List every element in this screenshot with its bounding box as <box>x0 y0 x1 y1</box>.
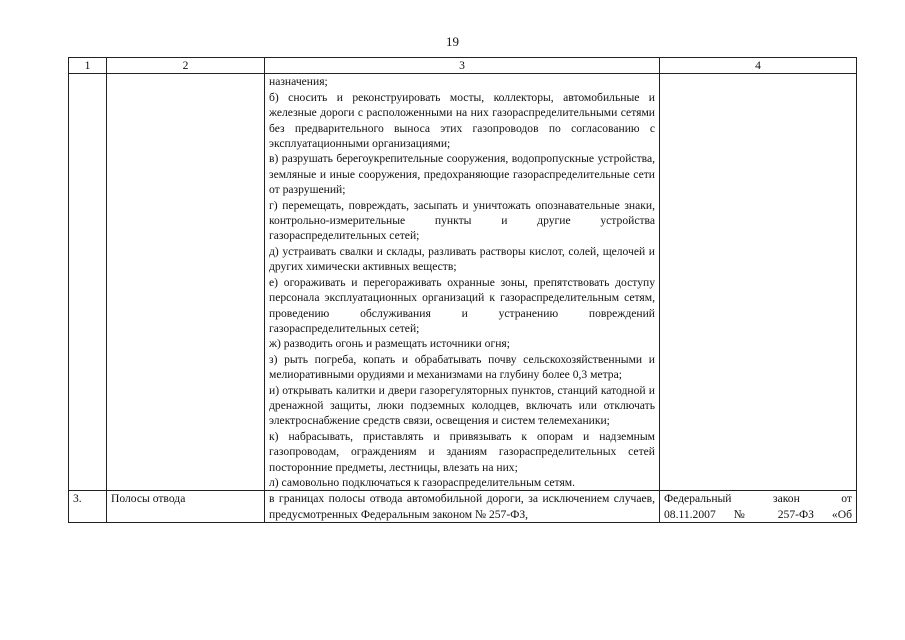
legal-basis-cell <box>660 74 857 491</box>
column-number-row <box>69 58 857 74</box>
restriction-item: ж) разводить огонь и размещать источники огня; <box>269 337 510 351</box>
column-number: 3 <box>265 58 660 74</box>
restriction-item: д) устраивать свалки и склады, разливать растворы кислот, солей, щелочей и других химически активных веществ; <box>269 244 655 274</box>
restriction-item: е) огораживать и перегораживать охранные зоны, препятствовать доступу персонала эксплуатационных организаций к газораспределительным сетям, проведению обслуживания и устранению повреждений газораспределительных сетей; <box>269 275 655 335</box>
restriction-item: в) разрушать берегоукрепительные сооружения, водопропускные устройства, земляные и иные сооружения, предохраняющие газораспределительные сети от разрушений; <box>269 152 655 197</box>
zone-name-cell <box>107 74 265 491</box>
legal-basis-line: Федеральный закон от <box>664 492 852 506</box>
restriction-item: в границах полосы отвода автомобильной дороги, за исключением случаев, предусмотренных Федеральным законом № 257-ФЗ, <box>269 492 655 521</box>
column-number: 4 <box>660 58 857 74</box>
restrictions-cell <box>265 491 660 523</box>
legal-basis-cell <box>660 491 857 523</box>
zones-table <box>68 57 857 523</box>
restriction-item: л) самовольно подключаться к газораспределительным сетям. <box>269 475 576 489</box>
row-number: 3. <box>69 491 107 523</box>
legal-basis-line: 08.11.2007 № 257-ФЗ «Об <box>664 507 852 521</box>
restriction-item: к) набрасывать, приставлять и привязывать к опорам и надземным газопроводам, ограждениям и зданиям газораспределительных сетей посторонние предметы, лестницы, влезать на них; <box>269 429 655 474</box>
column-number: 1 <box>69 58 107 74</box>
table-row <box>69 491 857 523</box>
restriction-item: з) рыть погреба, копать и обрабатывать почву сельскохозяйственными и мелиоративными орудиями и механизмами на глубину более 0,3 метра; <box>269 352 655 382</box>
column-number: 2 <box>107 58 265 74</box>
row-number-cell <box>69 74 107 491</box>
restriction-item: и) открывать калитки и двери газорегуляторных пунктов, станций катодной и дренажной защиты, люки подземных колодцев, включать или отключать электроснабжение средств связи, освещения и систем телемеханики; <box>269 383 655 428</box>
restriction-item: б) сносить и реконструировать мосты, коллекторы, автомобильные и железные дороги с расположенными на них газораспределительными сетями без предварительного выноса этих газопроводов по согласованию с эксплуатационными организациями; <box>269 90 655 151</box>
restriction-item: г) перемещать, повреждать, засыпать и уничтожать опознавательные знаки, контрольно-измерительные пункты и другие устройства газораспределительных сетей; <box>269 198 655 243</box>
restrictions-cell <box>265 74 660 491</box>
restriction-item: назначения; <box>269 75 328 89</box>
page-number: 19 <box>446 34 459 49</box>
table-row-continuation <box>69 74 857 491</box>
zone-name: Полосы отвода <box>107 491 265 523</box>
